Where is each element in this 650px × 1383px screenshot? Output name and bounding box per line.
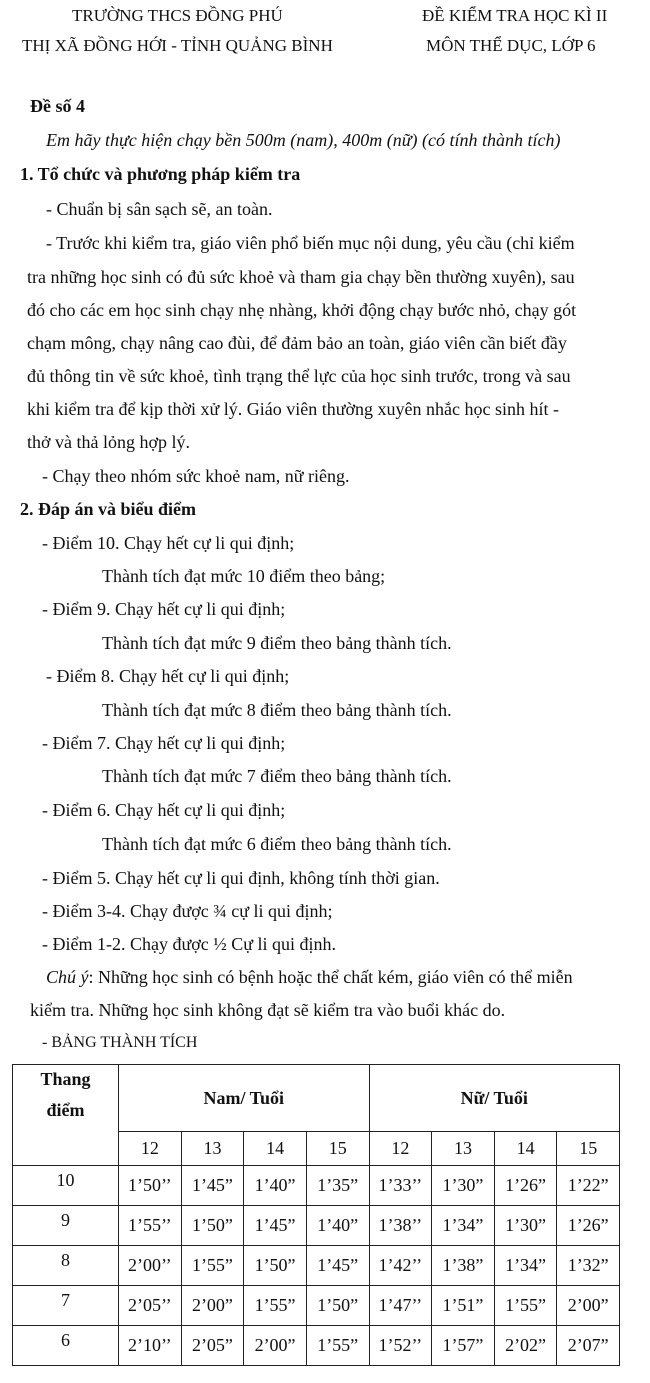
note-line bbox=[46, 967, 573, 988]
table-row bbox=[13, 1166, 620, 1206]
time-cell: 1’22” bbox=[557, 1166, 620, 1206]
score-cell: 8 bbox=[13, 1246, 119, 1286]
time-cell: 1’38” bbox=[432, 1246, 495, 1286]
section2-line: Thành tích đạt mức 6 điểm theo bảng thành tích. bbox=[102, 834, 452, 854]
time-cell: 2’00” bbox=[557, 1286, 620, 1326]
score-cell: 7 bbox=[13, 1286, 119, 1326]
section2-title: 2. Đáp án và biểu điểm bbox=[20, 499, 197, 519]
score-cell: 10 bbox=[13, 1166, 119, 1206]
section1-line: tra những học sinh có đủ sức khoẻ và tham gia chạy bền thường xuyên), sau bbox=[27, 267, 575, 287]
time-cell: 1’52’’ bbox=[369, 1326, 432, 1366]
school-name: TRƯỜNG THCS ĐỒNG PHÚ bbox=[72, 6, 283, 25]
score-cell: 6 bbox=[13, 1326, 119, 1366]
time-cell: 1’40” bbox=[306, 1206, 369, 1246]
time-cell: 2’05’’ bbox=[119, 1286, 182, 1326]
section1-line: - Chuẩn bị sân sạch sẽ, an toàn. bbox=[46, 199, 273, 219]
time-cell: 1’34” bbox=[432, 1206, 495, 1246]
time-cell: 2’07” bbox=[557, 1326, 620, 1366]
time-cell: 1’42’’ bbox=[369, 1246, 432, 1286]
time-cell: 1’47’’ bbox=[369, 1286, 432, 1326]
section2-line: Thành tích đạt mức 10 điểm theo bảng; bbox=[102, 566, 386, 586]
section2-line: - Điểm 8. Chạy hết cự li qui định; bbox=[46, 666, 290, 686]
age-header: 12 bbox=[369, 1132, 432, 1166]
time-cell: 1’50” bbox=[244, 1246, 307, 1286]
section2-line: Thành tích đạt mức 9 điểm theo bảng thành tích. bbox=[102, 633, 452, 653]
age-header: 14 bbox=[244, 1132, 307, 1166]
time-cell: 1’30” bbox=[494, 1206, 557, 1246]
school-location: THỊ XÃ ĐỒNG HỚI - TỈNH QUẢNG BÌNH bbox=[22, 36, 333, 55]
note-line-2: kiểm tra. Những học sinh không đạt sẽ kiểm tra vào buổi khác do. bbox=[30, 1000, 506, 1020]
time-cell: 1’50” bbox=[181, 1206, 244, 1246]
age-header: 15 bbox=[306, 1132, 369, 1166]
time-cell: 2’00” bbox=[181, 1286, 244, 1326]
section2-line: Thành tích đạt mức 7 điểm theo bảng thành tích. bbox=[102, 766, 452, 786]
time-cell: 1’55” bbox=[244, 1286, 307, 1326]
time-cell: 1’34” bbox=[494, 1246, 557, 1286]
table-caption: - BẢNG THÀNH TÍCH bbox=[42, 1034, 198, 1051]
table-row bbox=[13, 1286, 620, 1326]
section2-line: - Điểm 9. Chạy hết cự li qui định; bbox=[42, 599, 286, 619]
table-row bbox=[13, 1246, 620, 1286]
section2-line: - Điểm 5. Chạy hết cự li qui định, không tính thời gian. bbox=[42, 868, 440, 888]
section1-line: thở và thả lỏng hợp lý. bbox=[27, 432, 191, 452]
section2-line: - Điểm 1-2. Chạy được ½ Cự li qui định. bbox=[42, 934, 337, 954]
time-cell: 1’50” bbox=[306, 1286, 369, 1326]
score-header bbox=[13, 1065, 119, 1166]
male-group-header: Nam/ Tuổi bbox=[119, 1065, 370, 1132]
exam-subject: MÔN THỂ DỤC, LỚP 6 bbox=[426, 36, 596, 55]
section1-line: đó cho các em học sinh chạy nhẹ nhàng, khởi động chạy bước nhỏ, chạy gót bbox=[27, 300, 577, 320]
section1-title: 1. Tổ chức và phương pháp kiểm tra bbox=[20, 164, 301, 184]
section2-line: - Điểm 10. Chạy hết cự li qui định; bbox=[42, 533, 295, 553]
age-header: 15 bbox=[557, 1132, 620, 1166]
exam-number: Đề số 4 bbox=[30, 96, 85, 116]
age-header: 13 bbox=[181, 1132, 244, 1166]
time-cell: 2’00’’ bbox=[119, 1246, 182, 1286]
time-cell: 2’02” bbox=[494, 1326, 557, 1366]
section1-line: chạm mông, chạy nâng cao đùi, để đảm bảo an toàn, giáo viên cần biết đầy bbox=[27, 333, 567, 353]
score-cell: 9 bbox=[13, 1206, 119, 1246]
age-header: 13 bbox=[432, 1132, 495, 1166]
time-cell: 1’38’’ bbox=[369, 1206, 432, 1246]
section2-line: Thành tích đạt mức 8 điểm theo bảng thành tích. bbox=[102, 700, 452, 720]
note-label: Chú ý bbox=[46, 967, 89, 987]
time-cell: 2’10’’ bbox=[119, 1326, 182, 1366]
time-cell: 1’50’’ bbox=[119, 1166, 182, 1206]
time-cell: 1’32” bbox=[557, 1246, 620, 1286]
time-cell: 1’55” bbox=[494, 1286, 557, 1326]
time-cell: 1’26” bbox=[557, 1206, 620, 1246]
age-header: 14 bbox=[494, 1132, 557, 1166]
section2-line: - Điểm 3-4. Chạy được ¾ cự li qui định; bbox=[42, 901, 333, 921]
time-cell: 2’00” bbox=[244, 1326, 307, 1366]
section2-line: - Điểm 7. Chạy hết cự li qui định; bbox=[42, 733, 286, 753]
time-cell: 1’55” bbox=[306, 1326, 369, 1366]
task-statement: Em hãy thực hiện chạy bền 500m (nam), 400m (nữ) (có tính thành tích) bbox=[46, 130, 561, 150]
time-cell: 1’57” bbox=[432, 1326, 495, 1366]
female-group-header: Nữ/ Tuổi bbox=[369, 1065, 620, 1132]
age-header: 12 bbox=[119, 1132, 182, 1166]
section1-line: - Trước khi kiểm tra, giáo viên phổ biến mục nội dung, yêu cầu (chỉ kiểm bbox=[46, 233, 575, 253]
time-cell: 1’40” bbox=[244, 1166, 307, 1206]
time-cell: 1’30” bbox=[432, 1166, 495, 1206]
time-cell: 1’45” bbox=[244, 1206, 307, 1246]
section2-line: - Điểm 6. Chạy hết cự li qui định; bbox=[42, 800, 286, 820]
time-cell: 1’33’’ bbox=[369, 1166, 432, 1206]
time-cell: 1’45” bbox=[181, 1166, 244, 1206]
time-cell: 1’45” bbox=[306, 1246, 369, 1286]
time-cell: 1’51” bbox=[432, 1286, 495, 1326]
table-row bbox=[13, 1326, 620, 1366]
section1-line: đủ thông tin về sức khoẻ, tình trạng thể lực của học sinh trước, trong và sau bbox=[27, 366, 571, 386]
section1-line: khi kiểm tra để kịp thời xử lý. Giáo viên thường xuyên nhắc học sinh hít - bbox=[27, 399, 559, 419]
time-cell: 1’55’’ bbox=[119, 1206, 182, 1246]
note-text: : Những học sinh có bệnh hoặc thể chất kém, giáo viên có thể miễn bbox=[88, 967, 573, 987]
time-cell: 1’55” bbox=[181, 1246, 244, 1286]
score-header-line2: điểm bbox=[46, 1100, 85, 1120]
time-cell: 2’05” bbox=[181, 1326, 244, 1366]
score-header-line1: Thang bbox=[40, 1069, 91, 1089]
time-cell: 1’26” bbox=[494, 1166, 557, 1206]
exam-title: ĐỀ KIỂM TRA HỌC KÌ II bbox=[422, 6, 608, 25]
table-row bbox=[13, 1206, 620, 1246]
section1-line: - Chạy theo nhóm sức khoẻ nam, nữ riêng. bbox=[42, 466, 350, 486]
score-table bbox=[12, 1064, 620, 1366]
time-cell: 1’35” bbox=[306, 1166, 369, 1206]
